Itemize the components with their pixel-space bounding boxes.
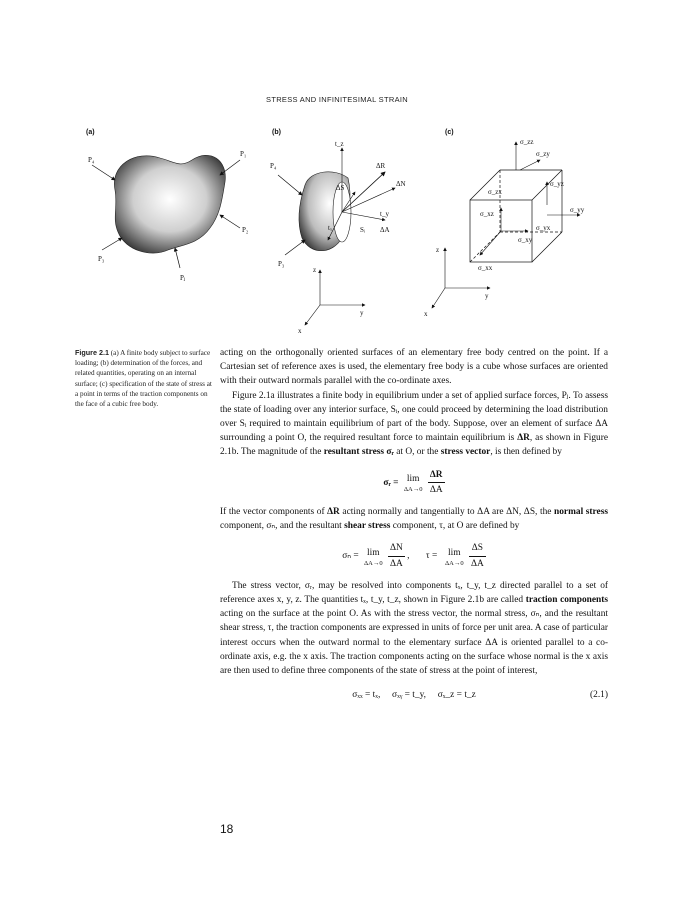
panel-b-label: (b)	[272, 129, 281, 136]
label-p3: P₃	[98, 255, 105, 263]
panel-c-label: (c)	[445, 129, 454, 136]
paragraph-4: The stress vector, σᵣ, may be resolved into components tₓ, t_y, t_z directed parallel to a set of reference axes x, y, z. The quantities tₓ, t_y, t_z, shown in Figure 2.1b are called traction components acting on the surface at the point O. As with the stress vector, the normal stress, σₙ, and the resultant shear stress, τ, the traction components are expressed in units of force per unit area. A case of particular interest occurs when the outward normal to the elementary surface ΔA is oriented parallel to a co-ordinate axis, e.g. the x axis. The traction components acting on the surface whose normal is the x axis are then used to define three components of the state of stress at the point of interest,	[220, 580, 608, 677]
b-axis-x	[305, 305, 320, 325]
figure-svg	[80, 120, 600, 340]
c-label-sxz: σ_xz	[480, 210, 494, 218]
equation-2-1	[220, 688, 608, 702]
page-number: 18	[220, 822, 234, 836]
b-label-dA: ΔA	[380, 226, 390, 234]
b-label-p4: P₄	[270, 162, 277, 170]
c-szy-arrow	[520, 160, 540, 170]
c-label-syy: σ_yy	[570, 206, 585, 214]
equation-normal-shear: σₙ = lim ΔA→0 $\frac{\Delta N}{\Delta A}$ , τ = lim ΔA→0 $\frac{\Delta S}{\Delta A}$	[342, 543, 484, 569]
caption-text: (a) A finite body subject to surface loading; (b) determination of the forces, and related quantities, operating on an internal surface; (c) specification of the state of stress at a point in terms of the traction components on the face of a cubic free body.	[75, 349, 212, 409]
paragraph-1: acting on the orthogonally oriented surfaces of an elementary free body centred on the point. If a Cartesian set of reference axes is used, the elementary free body is a cube whose surfaces are oriented with their outward normals parallel with the co-ordinate axes.	[220, 348, 608, 387]
b-label-tx: tₓ	[328, 224, 332, 232]
label-pj: Pⱼ	[180, 274, 186, 282]
figure-caption	[75, 348, 213, 409]
b-label-dR: ΔR	[376, 162, 386, 170]
c-label-syx: σ_yx	[536, 224, 551, 232]
c-label-sxx: σ_xx	[478, 264, 493, 272]
force-pj-arrow	[175, 248, 180, 268]
force-p4-arrow	[92, 165, 115, 180]
label-p2: P₂	[242, 226, 249, 234]
c-sxx-arrow	[480, 231, 501, 255]
equation-number: (2.1)	[590, 690, 608, 701]
b-label-dN: ΔN	[396, 180, 406, 188]
b-label-si: Sᵢ	[360, 226, 366, 234]
finite-body	[114, 155, 225, 253]
c-label-syz: σ_yz	[550, 180, 564, 188]
equation-resultant-stress: σᵣ = lim ΔA→0 $\frac{\Delta R}{\Delta A}$	[383, 469, 443, 495]
equation-2-1-body: σₓₓ = tₓ, σₓᵧ = t_y, σₓ_z = t_z	[352, 690, 476, 701]
c-label-szz: σ_zz	[520, 138, 534, 146]
b-axis-y-label: y	[360, 309, 364, 317]
label-p1: P₁	[240, 150, 247, 158]
b-axis-z-label: z	[313, 266, 317, 274]
c-axis-x	[432, 288, 445, 308]
body-text	[220, 346, 608, 702]
c-axis-x-label: x	[424, 310, 428, 318]
paragraph-3: If the vector components of ΔR acting normally and tangentially to ΔA are ΔN, ΔS, the normal stress component, σₙ, and the resultant shear stress component, τ, at O are defined by	[220, 507, 608, 532]
label-p4: P₄	[88, 156, 95, 164]
paragraph-2: Figure 2.1a illustrates a finite body in equilibrium under a set of applied surface forces, Pⱼ. To assess the state of loading over any interior surface, Sᵢ, one could proceed by determining the load distribution over Sᵢ required to maintain equilibrium of part of the body. Suppose, over an element of surface ΔA surrounding a point O, the required resultant force to maintain equilibrium is ΔR, as shown in Figure 2.1b. The magnitude of the resultant stress σᵣ at O, or the stress vector, is then defined by	[220, 390, 609, 458]
b-label-dS: ΔS	[336, 184, 345, 192]
c-label-sxy: σ_xy	[518, 236, 533, 244]
c-axis-z-label: z	[436, 246, 440, 254]
b-label-p3: P₃	[278, 260, 285, 268]
b-force-p4-arrow	[278, 175, 302, 195]
force-p3-arrow	[102, 238, 122, 250]
b-label-ty: t_y	[380, 210, 389, 218]
panel-a-label: (a)	[86, 129, 95, 136]
caption-label: Figure 2.1	[75, 348, 109, 357]
b-axis-x-label: x	[298, 327, 302, 335]
c-axis-y-label: y	[485, 292, 489, 300]
figure-2-1	[80, 120, 600, 340]
c-label-szx: σ_zx	[488, 188, 502, 196]
b-force-p3-arrow	[285, 240, 305, 255]
b-label-tz: t_z	[335, 140, 344, 148]
running-header: STRESS AND INFINITESIMAL STRAIN	[266, 95, 408, 104]
c-label-szy: σ_zy	[536, 150, 550, 158]
force-p2-arrow	[220, 215, 240, 228]
